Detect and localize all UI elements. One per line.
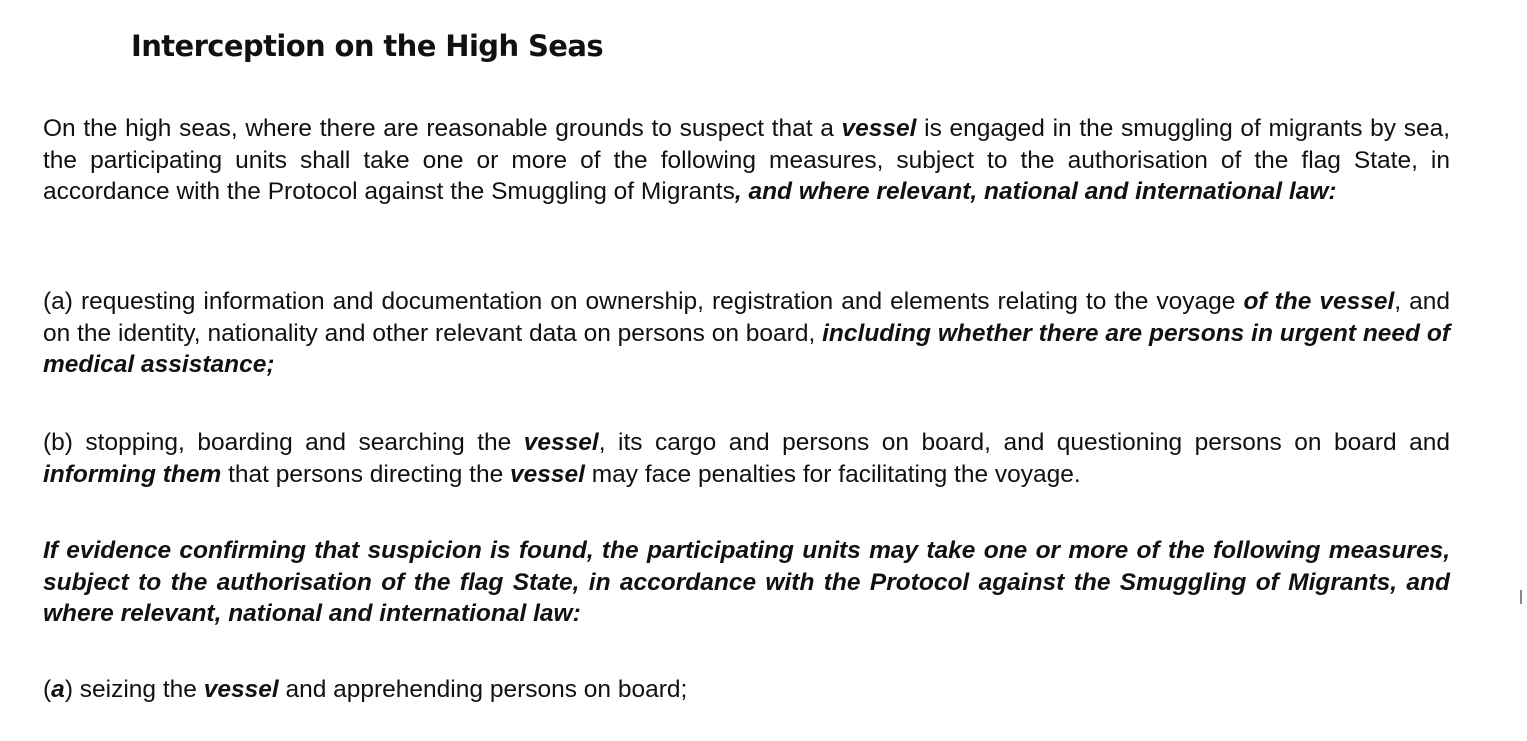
p5-text-1: ) seizing the (64, 676, 204, 703)
p2-text-medical-assistance: including whether there are persons in urgent need of medical assistance; (43, 319, 1450, 379)
p1-text-amendment: , and where relevant, national and international law: (734, 178, 1337, 206)
p3-text-vessel-1: vessel (523, 429, 599, 456)
p1-text-vessel: vessel (841, 115, 917, 142)
p3-text-3: that persons directing the (221, 460, 511, 488)
section-heading: Interception on the High Seas (131, 29, 603, 63)
paragraph-evidence-measures (43, 535, 1450, 630)
p3-text-4: may face penalties for facilitating the voyage. (584, 460, 1081, 488)
p2-text-1: (a) requesting information and documentation on ownership, registration and elements relating to the voyage (43, 288, 1244, 315)
p2-text-2: , and on the identity, nationality and other relevant data on persons on board, (43, 288, 1450, 347)
paragraph-high-seas-measures (43, 113, 1450, 208)
p5-text-open-paren: ( (43, 676, 52, 703)
p5-text-2: and apprehending persons on board; (278, 676, 688, 703)
p1-text-1: On the high seas, where there are reasonable grounds to suspect that a (43, 115, 842, 142)
p3-text-vessel-2: vessel (510, 460, 585, 488)
p3-text-1: (b) stopping, boarding and searching the (43, 429, 524, 456)
p3-text-2: , its cargo and persons on board, and questioning persons on board and (598, 429, 1451, 456)
paragraph-item-a-information (43, 286, 1450, 381)
p3-text-informing-them: informing them (43, 460, 222, 488)
scan-edge-mark (1520, 590, 1522, 604)
p4-text: If evidence confirming that suspicion is found, the participating units may take one or more of the following measures, subject to the authorisation of the flag State, in accordance with the Protocol against the Smuggling of Migrants, and where relevant, national and international law: (43, 537, 1450, 628)
p2-text-of-the-vessel: of the vessel (1243, 288, 1395, 315)
p5-text-vessel: vessel (203, 676, 279, 703)
p1-text-2: is engaged in the smuggling of migrants by sea, the participating units shall take one or more of the following measures, subject to the authorisation of the flag State, in accordance with the Protocol against the Smuggling of Migrants (43, 115, 1450, 206)
paragraph-item-a-seizing (43, 674, 1450, 706)
paragraph-item-b-stopping (43, 427, 1450, 490)
p5-text-letter-a: a (51, 676, 65, 703)
